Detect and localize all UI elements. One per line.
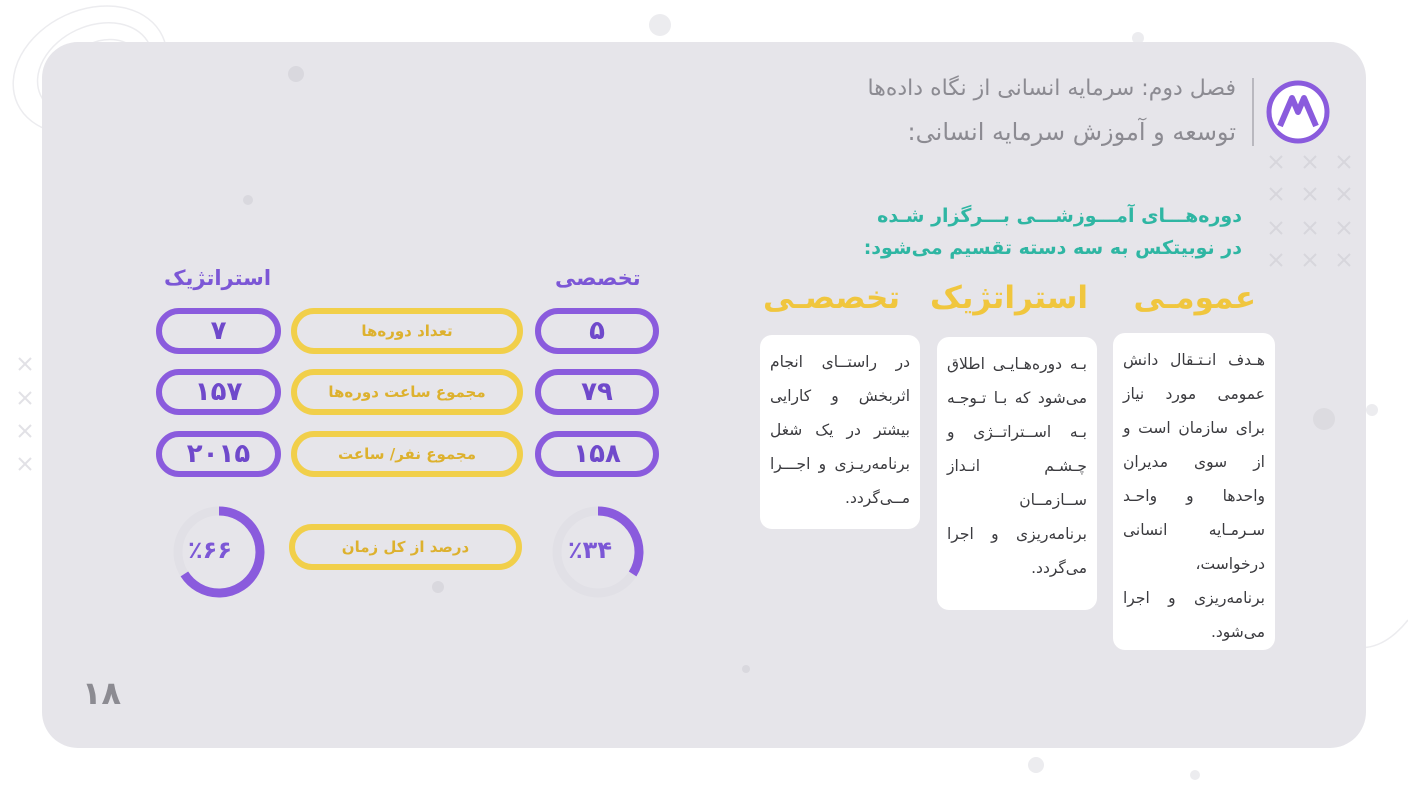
specialized-percent-label: ٪۳۴ <box>568 536 612 564</box>
category-text-strategic: بـه دوره‌هـایـی اطلاق می‌شود که بـا تـوجـه بـه اســتراتــژی و چـشـم انـداز ســازمــان برنامه‌ریزی و اجرا می‌گردد. <box>947 355 1087 577</box>
strategic-course-count: ۷ <box>156 308 281 354</box>
row-label-course-count: تعداد دوره‌ها <box>291 308 523 354</box>
specialized-course-count: ۵ <box>535 308 659 354</box>
intro-line-2: در نوبیتکس به سه دسته تقسیم می‌شود: <box>863 237 1242 259</box>
specialized-total-hours: ۷۹ <box>535 369 659 415</box>
page-number: ۱۸ <box>82 674 122 712</box>
section-title: توسعه و آموزش سرمایه انسانی: <box>907 118 1236 146</box>
column-title-strategic: استراتژیک <box>164 266 272 290</box>
row-label-person-hours: مجموع نفر/ ساعت <box>291 431 523 477</box>
intro-text <box>802 200 1242 264</box>
strategic-total-hours: ۱۵۷ <box>156 369 281 415</box>
category-title-strategic: استراتژیک <box>930 280 1088 316</box>
category-title-general: عمومـی <box>1133 280 1256 316</box>
header-divider <box>1252 78 1254 146</box>
nobitex-logo-icon <box>1266 80 1330 144</box>
specialized-person-hours: ۱۵۸ <box>535 431 659 477</box>
chapter-title: فصل دوم: سرمایه انسانی از نگاه داده‌ها <box>867 76 1236 101</box>
strategic-person-hours: ۲۰۱۵ <box>156 431 281 477</box>
category-card-strategic <box>937 337 1097 610</box>
column-title-specialized: تخصصی <box>555 266 641 290</box>
intro-line-1: دوره‌هـــای آمـــوزشـــی بـــرگزار شـده <box>877 205 1242 227</box>
category-card-specialized <box>760 335 920 529</box>
row-label-total-hours: مجموع ساعت دوره‌ها <box>291 369 523 415</box>
category-text-general: هـدف انـتـقال دانش عمومی مورد نیاز برای سازمان است و از سوی مدیران واحدها و واحـد سـرمـایه انسانی درخواست، برنامه‌ریزی و اجرا می‌شود. <box>1123 351 1265 641</box>
category-title-specialized: تخصصـی <box>762 280 900 316</box>
category-card-general <box>1113 333 1275 650</box>
strategic-percent-label: ٪۶۶ <box>188 536 232 564</box>
row-label-percent-time: درصد از کل زمان <box>289 524 522 570</box>
category-text-specialized: در راستــای انجام اثربخش و کارایی بیشتر در یک شغل برنامه‌ریـزی و اجـــرا مــی‌گردد. <box>770 353 910 507</box>
